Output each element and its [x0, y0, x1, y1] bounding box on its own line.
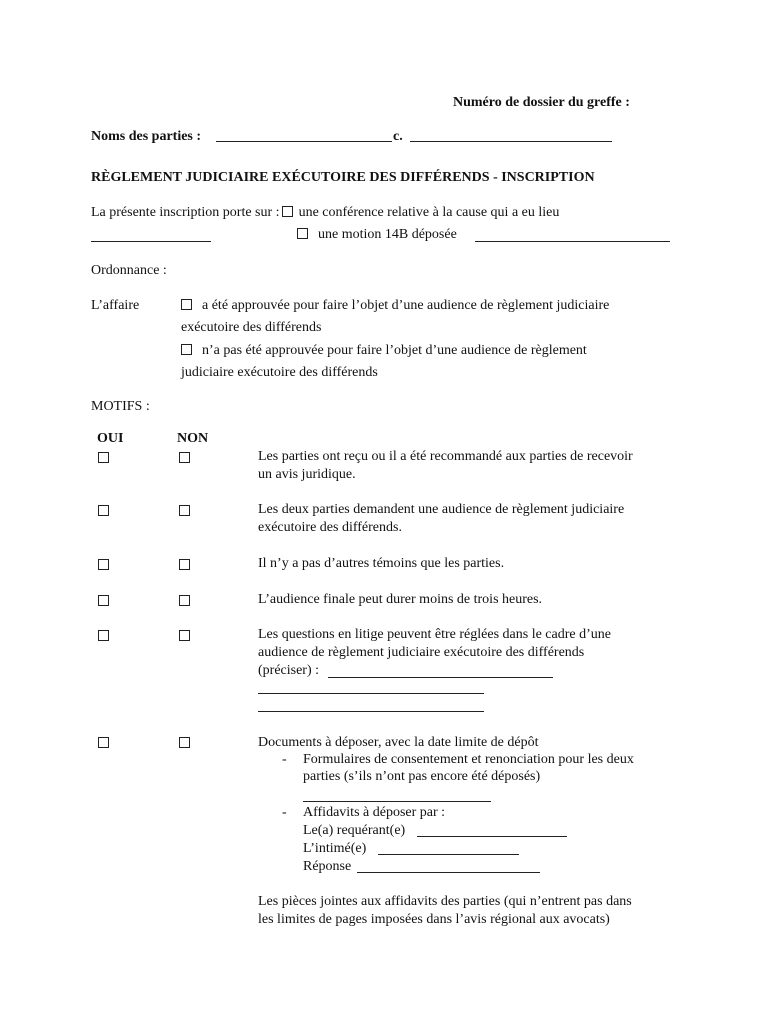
approved-line1: a été approuvée pour faire l’objet d’une audience de règlement judiciaire [202, 298, 610, 313]
respondent-label: L’intimé(e) [303, 841, 367, 856]
motif3-line1: Il n’y a pas d’autres témoins que les parties. [258, 556, 505, 571]
motif4-non-checkbox[interactable] [179, 595, 190, 606]
forms-dash: - [282, 752, 287, 767]
court-file-number-label: Numéro de dossier du greffe : [453, 95, 630, 110]
motif5-non-checkbox[interactable] [179, 630, 190, 641]
inscription-lead-text: La présente inscription porte sur : [91, 205, 280, 220]
motion-14b-checkbox[interactable] [297, 228, 308, 239]
issues-field-3[interactable] [258, 711, 484, 712]
approved-checkbox[interactable] [181, 299, 192, 310]
motif1-oui-checkbox[interactable] [98, 452, 109, 463]
column-oui: OUI [97, 431, 124, 446]
attachments-line2: les limites de pages imposées dans l’avis régional aux avocats) [258, 912, 610, 927]
form-title: RÈGLEMENT JUDICIAIRE EXÉCUTOIRE DES DIFFÉRENDS - INSCRIPTION [91, 170, 595, 185]
forms-line1: Formulaires de consentement et renonciation pour les deux [303, 752, 634, 767]
motif3-non-checkbox[interactable] [179, 559, 190, 570]
motif2-line2: exécutoire des différends. [258, 520, 402, 535]
not-approved-line2: judiciaire exécutoire des différends [181, 365, 378, 380]
party1-field[interactable] [216, 141, 392, 142]
motif2-line1: Les deux parties demandent une audience de règlement judiciaire [258, 502, 625, 517]
not-approved-line1: n’a pas été approuvée pour faire l’objet d’une audience de règlement [202, 343, 587, 358]
affidavits-dash: - [282, 805, 287, 820]
column-non: NON [177, 431, 209, 446]
documents-oui-checkbox[interactable] [98, 737, 109, 748]
forms-deadline-field[interactable] [303, 801, 491, 802]
respondent-deadline-field[interactable] [378, 854, 519, 855]
reply-deadline-field[interactable] [357, 872, 540, 873]
documents-heading: Documents à déposer, avec la date limite de dépôt [258, 735, 539, 750]
attachments-line1: Les pièces jointes aux affidavits des parties (qui n’entrent pas dans [258, 894, 632, 909]
not-approved-option [181, 342, 587, 359]
motion-option-label: une motion 14B déposée [318, 227, 457, 242]
motif2-non-checkbox[interactable] [179, 505, 190, 516]
not-approved-checkbox[interactable] [181, 344, 192, 355]
issues-field-2[interactable] [258, 693, 484, 694]
motif5-line1: Les questions en litige peuvent être réglées dans le cadre d’une [258, 627, 611, 642]
approved-option [181, 297, 609, 314]
motif4-line1: L’audience finale peut durer moins de trois heures. [258, 592, 543, 607]
motion-option [297, 226, 457, 243]
motif1-line2: un avis juridique. [258, 467, 356, 482]
versus-label: c. [393, 129, 403, 144]
motif3-oui-checkbox[interactable] [98, 559, 109, 570]
documents-non-checkbox[interactable] [179, 737, 190, 748]
affidavits-label: Affidavits à déposer par : [303, 805, 446, 820]
applicant-deadline-field[interactable] [417, 836, 567, 837]
motion-date-field[interactable] [475, 241, 670, 242]
applicant-label: Le(a) requérant(e) [303, 823, 406, 838]
motif5-line2: audience de règlement judiciaire exécutoire des différends [258, 645, 585, 660]
motif2-oui-checkbox[interactable] [98, 505, 109, 516]
motif5-oui-checkbox[interactable] [98, 630, 109, 641]
motifs-label: MOTIFS : [91, 399, 150, 414]
motif5-line3: (préciser) : [258, 663, 320, 678]
conference-date-field[interactable] [91, 241, 211, 242]
approved-line2: exécutoire des différends [181, 320, 322, 335]
motif1-non-checkbox[interactable] [179, 452, 190, 463]
ordonnance-label: Ordonnance : [91, 263, 167, 278]
affaire-label: L’affaire [91, 298, 140, 313]
conference-checkbox[interactable] [282, 206, 293, 217]
issues-field-1[interactable] [328, 677, 553, 678]
party2-field[interactable] [410, 141, 612, 142]
forms-line2: parties (s’ils n’ont pas encore été déposés) [303, 769, 541, 784]
motif1-line1: Les parties ont reçu ou il a été recommandé aux parties de recevoir [258, 449, 633, 464]
motif4-oui-checkbox[interactable] [98, 595, 109, 606]
reply-label: Réponse [303, 859, 352, 874]
parties-names-label: Noms des parties : [91, 129, 202, 144]
inscription-lead [91, 204, 559, 221]
conference-option-label: une conférence relative à la cause qui a eu lieu [298, 205, 560, 220]
